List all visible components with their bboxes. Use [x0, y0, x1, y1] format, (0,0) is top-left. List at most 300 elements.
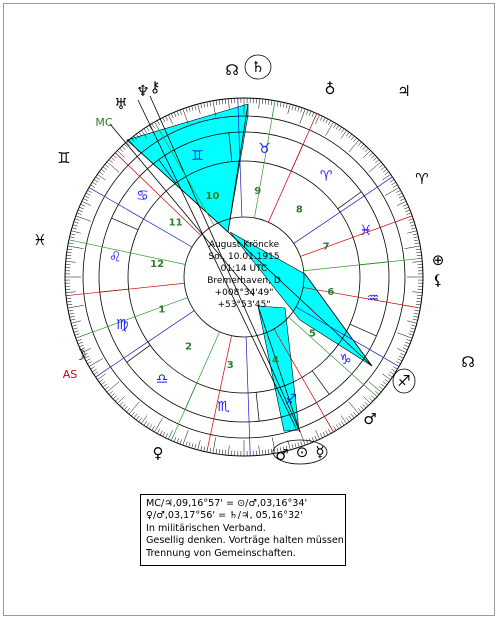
house-ray-18	[69, 240, 185, 265]
tick-173	[66, 255, 71, 256]
tick-144	[99, 172, 103, 175]
tick-104	[201, 103, 202, 108]
tick-260	[213, 438, 216, 454]
libra-icon: ♎	[155, 371, 169, 388]
tick-9	[416, 249, 421, 250]
tick-329	[393, 367, 397, 370]
tick-188	[67, 301, 72, 302]
tick-241	[157, 429, 159, 433]
tick-123	[147, 127, 150, 131]
leo-icon: ♌	[108, 249, 122, 266]
sign-boundary-5	[350, 324, 376, 336]
house-number-4: 4	[272, 355, 280, 367]
tick-328	[392, 369, 396, 372]
tick-342	[409, 331, 414, 333]
tick-229	[127, 408, 130, 412]
tick-212	[92, 369, 96, 372]
tick-226	[120, 402, 123, 406]
tick-219	[105, 387, 109, 390]
tick-299	[328, 429, 330, 433]
tick-355	[412, 292, 422, 293]
aries-point-icon: ♈	[415, 170, 429, 188]
tick-56	[341, 129, 344, 133]
tick-81	[271, 100, 272, 105]
tick-265	[228, 445, 229, 455]
tick-322	[381, 384, 385, 387]
tick-341	[409, 334, 414, 336]
tick-239	[152, 426, 155, 430]
tick-118	[160, 119, 162, 123]
tick-247	[174, 437, 176, 442]
tick-30	[385, 188, 399, 196]
house-ray-16	[254, 101, 275, 218]
house-number-3: 3	[226, 359, 234, 371]
tick-225	[117, 397, 124, 404]
tick-320	[369, 382, 381, 392]
tick-189	[67, 304, 72, 305]
tick-26	[400, 199, 404, 201]
tick-171	[67, 249, 72, 250]
tick-19	[409, 219, 414, 221]
tick-163	[73, 225, 78, 226]
chiron-icon: ⚷	[149, 78, 161, 96]
tick-233	[136, 416, 139, 420]
sign-boundary-3	[256, 392, 259, 421]
tick-47	[363, 146, 366, 150]
tick-5	[412, 261, 422, 262]
tick-250	[183, 430, 188, 445]
tick-222	[111, 393, 115, 396]
tick-22	[405, 210, 410, 212]
tick-295	[315, 430, 319, 439]
tick-73	[295, 106, 296, 111]
moon-icon: ☽	[73, 346, 87, 364]
tick-18	[409, 222, 414, 224]
house-number-6: 6	[327, 286, 335, 298]
tick-296	[320, 433, 322, 437]
tick-78	[280, 102, 281, 107]
tick-323	[383, 382, 387, 385]
tick-65	[315, 115, 319, 124]
mars-circled-icon: ♂	[275, 446, 289, 464]
tick-167	[70, 237, 75, 238]
tick-248	[177, 438, 179, 443]
mercury-icon: ☿	[315, 443, 325, 461]
tick-16	[411, 228, 416, 229]
tick-213	[94, 372, 98, 375]
tick-110	[183, 109, 188, 124]
tick-259	[210, 448, 211, 453]
sun-icon: ⊙	[295, 443, 309, 461]
tick-223	[113, 396, 117, 399]
info-line-5: Trennung von Gemeinschaften.	[146, 547, 296, 559]
tick-162	[74, 222, 79, 224]
tick-340	[397, 333, 412, 338]
tick-84	[262, 99, 263, 104]
tick-298	[326, 431, 328, 435]
tick-21	[406, 213, 411, 215]
tick-297	[323, 432, 325, 436]
tick-39	[379, 164, 383, 167]
house-ray-8	[268, 113, 316, 222]
tick-109	[186, 108, 188, 113]
tick-158	[78, 210, 83, 212]
tick-12	[414, 240, 419, 241]
tick-202	[78, 342, 83, 344]
gemini-icon: ♊	[190, 148, 204, 165]
tick-278	[268, 449, 269, 454]
virgo-icon: ♍	[115, 316, 129, 333]
tick-232	[134, 414, 137, 418]
tick-218	[103, 384, 107, 387]
tick-211	[91, 367, 95, 370]
tick-85	[259, 99, 260, 109]
tick-58	[336, 125, 339, 129]
tick-75	[288, 104, 291, 114]
tick-160	[76, 216, 91, 221]
tick-304	[341, 421, 344, 425]
tick-137	[113, 155, 117, 158]
house-ray-13	[207, 336, 232, 452]
tick-170	[68, 246, 84, 249]
north-node-icon: ☊	[225, 61, 239, 79]
tick-344	[411, 325, 416, 326]
tick-77	[283, 103, 284, 108]
tick-69	[306, 110, 308, 115]
tick-148	[92, 182, 96, 185]
tick-209	[87, 361, 91, 363]
tick-220	[107, 382, 119, 392]
tick-57	[339, 127, 342, 131]
tick-37	[383, 169, 387, 172]
tick-240	[155, 418, 163, 432]
tick-153	[85, 196, 89, 198]
tick-119	[157, 120, 159, 124]
tick-319	[375, 391, 379, 394]
tick-264	[225, 450, 226, 455]
tick-255	[198, 440, 201, 450]
tick-201	[77, 339, 82, 341]
tick-228	[124, 406, 127, 410]
tick-121	[152, 124, 155, 128]
tick-338	[405, 342, 410, 344]
tick-221	[109, 391, 113, 394]
tick-326	[388, 374, 392, 377]
tick-230	[129, 402, 139, 414]
birth-date: So., 10.01.1915	[208, 252, 280, 262]
tick-242	[160, 431, 162, 435]
gemini-point-icon: ♊	[57, 149, 71, 167]
tick-29	[396, 190, 400, 192]
house-ray-1	[96, 311, 195, 378]
birth-place: Bremerhaven, D	[207, 276, 281, 286]
house-number-7: 7	[322, 241, 330, 253]
tick-111	[180, 110, 182, 115]
tick-231	[131, 412, 134, 416]
tick-106	[195, 105, 196, 110]
tick-314	[365, 402, 368, 406]
tick-28	[398, 193, 402, 195]
tick-124	[144, 129, 147, 133]
tick-317	[371, 396, 375, 399]
tick-309	[354, 412, 357, 416]
tick-249	[180, 439, 182, 444]
highlight-wedge-1	[127, 104, 248, 232]
tick-263	[222, 450, 223, 455]
tick-62	[326, 119, 328, 123]
tick-68	[309, 111, 311, 116]
tick-194	[70, 319, 75, 320]
tick-348	[414, 313, 419, 314]
tick-310	[349, 402, 359, 414]
tick-141	[105, 164, 109, 167]
tick-313	[363, 404, 366, 408]
tick-227	[122, 404, 125, 408]
tick-142	[103, 167, 107, 170]
tick-96	[225, 99, 226, 104]
tick-307	[349, 416, 352, 420]
tick-14	[413, 234, 418, 235]
tick-159	[77, 213, 82, 215]
tick-302	[336, 425, 339, 429]
tick-238	[149, 425, 152, 429]
tick-237	[147, 423, 150, 427]
tick-175	[66, 261, 76, 262]
tick-48	[360, 144, 363, 148]
tick-327	[390, 372, 394, 375]
tick-50	[349, 140, 359, 152]
tick-25	[397, 201, 406, 205]
tick-33	[390, 180, 394, 183]
tick-97	[222, 99, 223, 104]
tick-251	[186, 442, 188, 447]
tick-199	[75, 334, 80, 336]
info-line-2: ♀/♂,03,17°56' = ♄/♃, 05,16°32'	[146, 510, 303, 522]
tick-216	[99, 379, 103, 382]
taurus-icon: ♉	[258, 141, 271, 158]
birth-latitude: +53°53'45"	[217, 300, 271, 310]
tick-157	[79, 207, 84, 209]
tick-224	[115, 398, 119, 401]
tick-261	[216, 449, 217, 454]
tick-102	[207, 102, 208, 107]
info-line-4: Gesellig denken. Vorträge halten müssen.	[146, 535, 347, 547]
node-icon-right: ☊	[461, 353, 475, 371]
tick-234	[139, 418, 142, 422]
tick-301	[334, 426, 337, 430]
tick-74	[292, 105, 293, 110]
tick-139	[109, 160, 113, 163]
uranus-icon: ♅	[114, 95, 128, 113]
earth-icon: ♁	[324, 80, 336, 98]
aries-icon: ♈	[319, 168, 333, 185]
tick-7	[417, 255, 422, 256]
tick-10	[405, 246, 421, 249]
house-ray-2	[171, 332, 219, 441]
tick-143	[101, 169, 105, 172]
tick-45	[364, 150, 371, 157]
tick-334	[400, 353, 404, 355]
tick-82	[268, 100, 269, 105]
house-number-1: 1	[158, 304, 166, 316]
tick-105	[198, 104, 201, 114]
tick-116	[166, 116, 168, 120]
neptune-icon: ♆	[136, 82, 150, 100]
tick-107	[192, 106, 193, 111]
aquarius-icon: ♒	[366, 290, 380, 307]
tick-44	[369, 153, 373, 156]
tick-349	[415, 310, 420, 311]
tick-335	[397, 348, 406, 352]
tick-311	[358, 408, 361, 412]
tick-155	[82, 201, 91, 205]
tick-63	[323, 118, 325, 122]
part-of-fortune-icon: ⊕	[431, 251, 445, 269]
tick-135	[117, 150, 124, 157]
tick-243	[163, 432, 165, 436]
capricorn-icon: ♑	[339, 352, 352, 369]
tick-174	[66, 258, 71, 259]
tick-156	[80, 204, 85, 206]
tick-345	[407, 321, 417, 324]
midheaven-label: MC	[95, 116, 113, 129]
tick-147	[94, 180, 98, 183]
tick-197	[73, 328, 78, 329]
sign-boundary-4	[312, 371, 329, 394]
tick-308	[351, 414, 354, 418]
tick-275	[259, 445, 260, 455]
tick-117	[163, 118, 165, 122]
tick-38	[381, 167, 385, 170]
lilith-icon: ⚸	[432, 271, 444, 289]
house-ray-7	[294, 177, 393, 244]
tick-17	[410, 225, 415, 226]
tick-244	[166, 433, 168, 437]
tick-303	[339, 423, 342, 427]
tick-64	[320, 116, 322, 120]
tick-15	[407, 231, 417, 234]
tick-333	[399, 356, 403, 358]
tick-185	[66, 292, 76, 293]
tick-253	[192, 443, 193, 448]
tick-126	[139, 132, 142, 136]
house-number-5: 5	[308, 328, 316, 340]
tick-353	[417, 298, 422, 299]
jupiter-icon: ♃	[397, 82, 411, 100]
tick-115	[168, 115, 172, 124]
tick-306	[346, 418, 349, 422]
tick-336	[403, 348, 408, 350]
info-line-1: MC/♃,09,16°57' = ⊙/♂,03,16°34'	[146, 498, 308, 509]
tick-286	[292, 444, 293, 449]
tick-347	[414, 316, 419, 317]
house-number-8: 8	[295, 204, 303, 216]
tick-337	[404, 345, 409, 347]
house-number-2: 2	[185, 341, 193, 353]
tick-279	[271, 449, 272, 454]
ascendant-label: AS	[62, 368, 78, 381]
tick-196	[72, 325, 77, 326]
tick-114	[171, 113, 173, 118]
sign-boundary-11	[112, 218, 138, 230]
tick-195	[71, 321, 81, 324]
tick-193	[70, 316, 75, 317]
tick-52	[351, 136, 354, 140]
tick-198	[74, 331, 79, 333]
tick-24	[403, 204, 408, 206]
tick-41	[375, 160, 379, 163]
tick-11	[415, 243, 420, 244]
birth-longitude: +008°34'49"	[214, 288, 274, 298]
tick-192	[69, 313, 74, 314]
tick-154	[83, 199, 87, 201]
tick-40	[369, 162, 381, 172]
tick-79	[277, 101, 278, 106]
tick-351	[416, 304, 421, 305]
tick-95	[228, 99, 229, 109]
cancer-icon: ♋	[136, 187, 149, 204]
tick-172	[67, 252, 72, 253]
tick-112	[177, 111, 179, 116]
tick-27	[399, 196, 403, 198]
tick-187	[66, 298, 71, 299]
tick-54	[346, 132, 349, 136]
tick-53	[349, 134, 352, 138]
house-ray-15	[300, 216, 412, 257]
tick-321	[379, 387, 383, 390]
tick-51	[354, 138, 357, 142]
tick-343	[410, 328, 415, 329]
tick-256	[201, 446, 202, 451]
tick-169	[68, 243, 73, 244]
person-name: August Kröncke	[208, 240, 280, 250]
birth-time: 01:14 UTC	[220, 264, 268, 274]
tick-339	[406, 339, 411, 341]
tick-83	[265, 99, 266, 104]
tick-13	[414, 237, 419, 238]
tick-166	[70, 234, 75, 235]
tick-8	[416, 252, 421, 253]
tick-161	[75, 219, 80, 221]
tick-138	[111, 157, 115, 160]
tick-257	[204, 447, 205, 452]
sagittarius-point-icon: ♐	[397, 372, 411, 390]
tick-43	[371, 155, 375, 158]
tick-61	[328, 120, 330, 124]
tick-354	[417, 295, 422, 296]
tick-146	[96, 177, 100, 180]
tick-277	[265, 450, 266, 455]
venus-icon: ♀	[152, 444, 164, 462]
tick-331	[396, 361, 400, 363]
tick-346	[413, 319, 418, 320]
tick-108	[189, 107, 191, 112]
tick-76	[286, 103, 287, 108]
tick-315	[364, 397, 371, 404]
tick-72	[298, 107, 300, 112]
interpretation-box	[140, 494, 346, 566]
house-ray-12	[76, 298, 188, 339]
scorpio-icon: ♏	[217, 398, 230, 415]
tick-60	[326, 122, 334, 136]
tick-36	[385, 172, 389, 175]
tick-190	[68, 305, 84, 308]
tick-98	[219, 100, 220, 105]
tick-294	[315, 436, 317, 441]
tick-165	[71, 231, 81, 234]
tick-70	[300, 109, 305, 124]
tick-23	[404, 207, 409, 209]
